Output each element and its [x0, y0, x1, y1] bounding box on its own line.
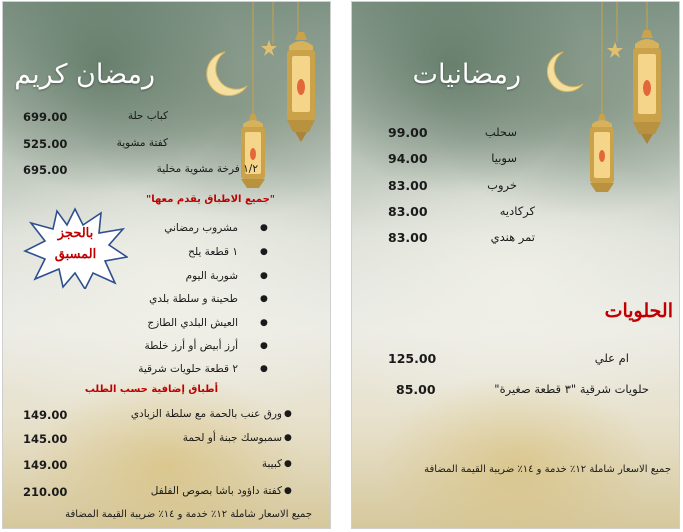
list-item: ٢ قطعة حلويات شرقية	[138, 363, 238, 375]
bullet-icon: ●	[260, 341, 268, 351]
price-note: جميع الاسعار شاملة ١٢٪ خدمة و ١٤٪ ضريبة القيمة المضافة	[424, 464, 671, 475]
extras-heading: أطباق إضافية حسب الطلب	[84, 384, 218, 395]
price-note: جميع الاسعار شاملة ١٢٪ خدمة و ١٤٪ ضريبة القيمة المضافة	[65, 509, 312, 520]
badge-line-1: بالحجز	[57, 226, 94, 241]
price: 83.00	[388, 178, 428, 193]
bullet-icon: ●	[260, 294, 268, 304]
price: 695.00	[23, 163, 68, 177]
item-name: تمر هندي	[490, 230, 535, 244]
item-name: ام علي	[594, 351, 629, 365]
price: 145.00	[23, 432, 68, 446]
item-name: سمبوسك جبنة أو لحمة	[182, 432, 282, 444]
item-name: ورق عنب بالحمة مع سلطة الزبادي	[130, 408, 282, 420]
price: 125.00	[388, 351, 437, 366]
bullet-icon: ●	[284, 433, 292, 443]
item-name: سحلب	[484, 125, 517, 139]
item-name: كفتة داؤود باشا بصوص الفلفل	[150, 485, 282, 497]
item-name: كفتة مشوية	[116, 137, 168, 149]
price: 99.00	[388, 125, 428, 140]
bullet-icon: ●	[260, 318, 268, 328]
item-name: كبيبة	[261, 458, 282, 470]
right-menu-page	[352, 2, 679, 528]
price: 83.00	[388, 230, 428, 245]
bullet-icon: ●	[260, 364, 268, 374]
list-item: أرز أبيض أو أرز خلطة	[144, 340, 238, 352]
item-name: حلويات شرقية "٣ قطعة صغيرة"	[494, 382, 649, 396]
list-item: ١ قطعة يلح	[188, 246, 238, 258]
left-menu-page	[3, 2, 330, 528]
list-item: طحينة و سلطة بلدي	[149, 293, 238, 305]
item-name: كركاديه	[499, 204, 535, 218]
price: 149.00	[23, 408, 68, 422]
bullet-icon: ●	[260, 271, 268, 281]
badge-line-2: المسبق	[54, 247, 97, 262]
bullet-icon: ●	[260, 247, 268, 257]
item-name: سوبيا	[491, 151, 517, 165]
price: 94.00	[388, 151, 428, 166]
list-item: مشروب رمضاني	[164, 222, 238, 234]
list-item: العيش البلدي الطازج	[147, 317, 238, 329]
item-name: كباب حلة	[127, 110, 168, 122]
price: 83.00	[388, 204, 428, 219]
item-name: ١/٢ فرخة مشوية مخلية	[156, 163, 258, 175]
bullet-icon: ●	[284, 409, 292, 419]
list-item: شوربة اليوم	[185, 270, 238, 282]
price: 85.00	[396, 382, 436, 397]
bullet-icon: ●	[260, 223, 268, 233]
bullet-icon: ●	[284, 486, 292, 496]
sweets-heading: الحلويات	[604, 300, 673, 322]
page-title: رمضان كريم	[14, 59, 155, 90]
price: 525.00	[23, 137, 68, 151]
page-title: رمضانيات	[412, 59, 521, 90]
bullet-icon: ●	[284, 459, 292, 469]
price: 699.00	[23, 110, 68, 124]
price: 210.00	[23, 485, 68, 499]
price: 149.00	[23, 458, 68, 472]
lantern-icon	[547, 2, 677, 217]
served-with-heading: "جميع الاطباق يقدم معها"	[145, 194, 275, 205]
item-name: خروب	[487, 178, 517, 192]
